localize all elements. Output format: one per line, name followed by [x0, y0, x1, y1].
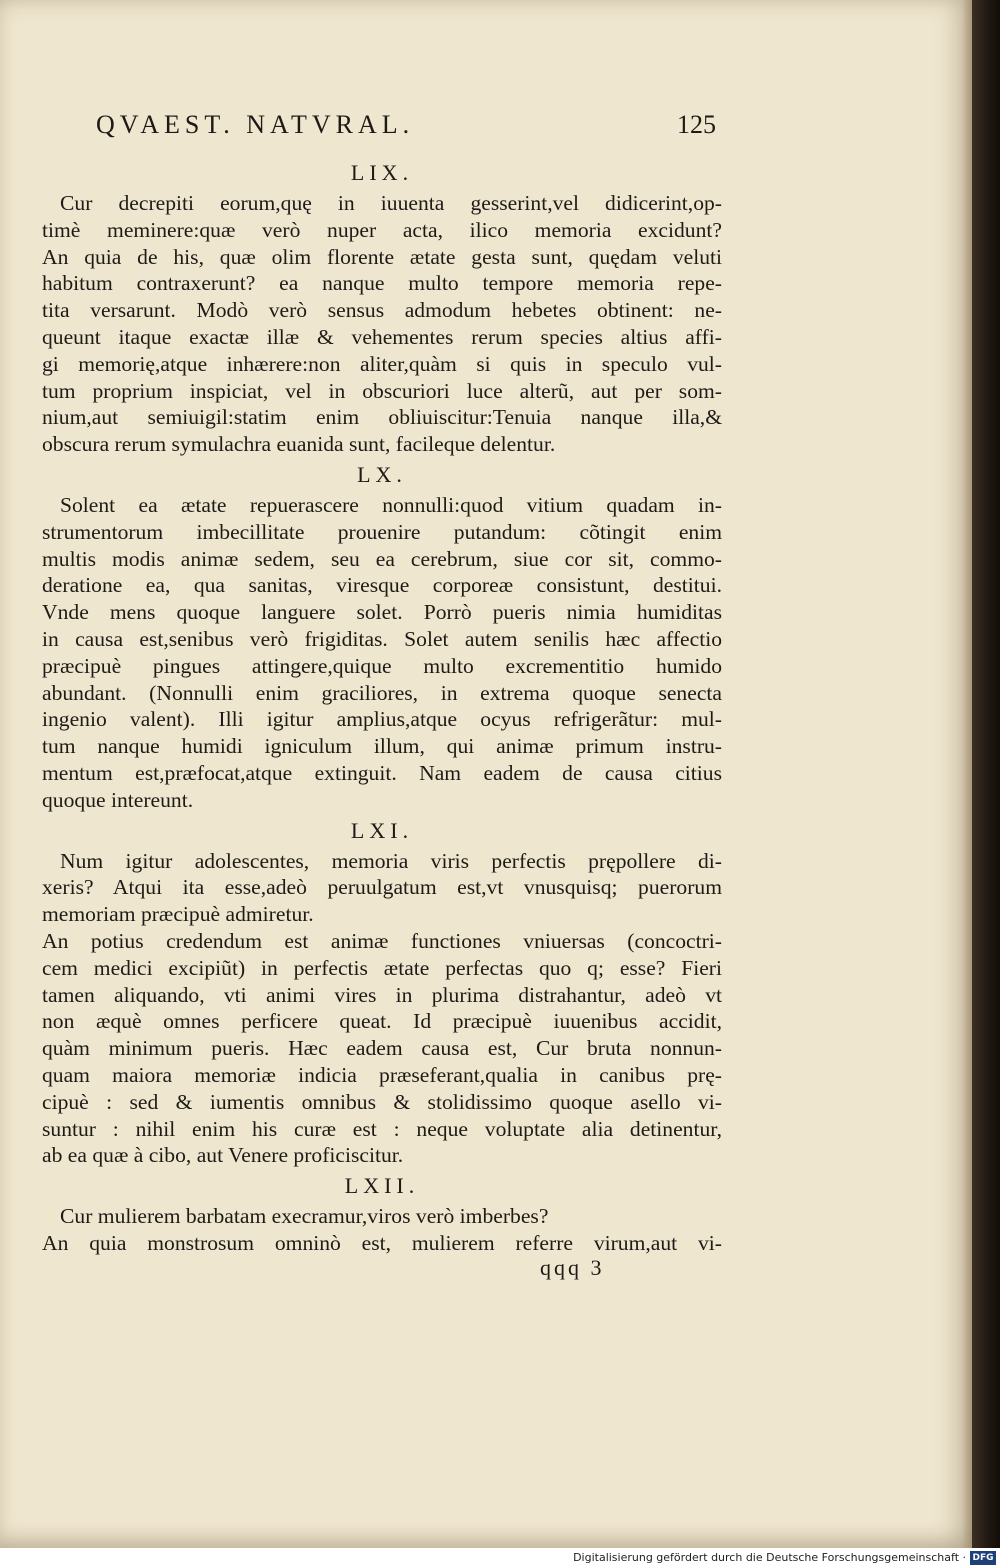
section-heading: LX.: [357, 461, 407, 487]
paragraph: [42, 190, 722, 458]
text-line: quoque intereunt.: [42, 787, 194, 812]
text-line: timè meminere:quæ verò nuper acta, ilico memoria excidunt?: [42, 217, 722, 242]
book-binding: [972, 0, 1000, 1568]
text-line: cem medici excipiũt) in perfectis ætate perfectas quo q; esse? Fieri: [42, 955, 722, 980]
text-line: cipuè : sed & iumentis omnibus & stolidissimo quoque asello vi-: [42, 1089, 722, 1114]
text-line: multis modis animæ sedem, seu ea cerebrum, siue cor sit, commo-: [42, 546, 722, 571]
text-line: ingenio valent). Illi igitur amplius,atque ocyus refrigerãtur: mul-: [42, 707, 722, 732]
text-line: tum nanque humidi igniculum illum, qui animæ primum instru-: [42, 734, 722, 759]
text-line: xeris? Atqui ita esse,adeò peruulgatum est,vt vnusquisq; puerorum: [42, 875, 722, 900]
page-header: [96, 110, 716, 150]
text-line: gi memorię,atque inhærere:non aliter,quàm si quis in speculo vul-: [42, 351, 722, 376]
digitization-footer: [0, 1548, 1000, 1568]
text-line: habitum contraxerunt? ea nanque multo tempore memoria repe-: [42, 271, 722, 296]
text-line: Num igitur adolescentes, memoria viris perfectis prępollere di-: [60, 848, 722, 873]
text-line: deratione ea, qua sanitas, viresque corporeæ consistunt, destitui.: [42, 573, 722, 598]
paragraph: [42, 492, 722, 814]
text-line: tita versarunt. Modò verò sensus admodum hebetes obtinent: ne-: [42, 298, 722, 323]
text-line: in causa est,senibus verò frigiditas. Solet autem senilis hæc affectio: [42, 626, 722, 651]
page-number: 125: [677, 110, 716, 139]
text-line: non æquè omnes perficere queat. Id præcipuè iuuenibus accidit,: [42, 1009, 722, 1034]
section-heading: LXII.: [344, 1173, 420, 1199]
section-heading: LIX.: [350, 160, 414, 185]
text-line: quam maiora memoriæ indicia præseferant,qualia in canibus prę-: [42, 1062, 722, 1087]
text-line: præcipuè pingues attingere,quique multo excrementitio humido: [42, 653, 722, 678]
text-line: ab ea quæ à cibo, aut Venere proficiscitur.: [42, 1143, 404, 1168]
text-line: tum proprium inspiciat, vel in obscuriori luce alterũ, aut per som-: [42, 378, 722, 403]
footer-credit: Digitalisierung gefördert durch die Deutsche Forschungsgemeinschaft ·: [573, 1551, 966, 1564]
text-line: abundant. (Nonnulli enim graciliores, in extrema quoque senecta: [42, 680, 722, 705]
text-line: obscura rerum symulachra euanida sunt, facileque delentur.: [42, 432, 556, 457]
section-heading: LXI.: [350, 817, 414, 843]
text-line: Cur mulierem barbatam execramur,viros verò imberbes?: [60, 1204, 549, 1229]
text-line: Vnde mens quoque languere solet. Porrò pueris nimia humiditas: [42, 600, 722, 625]
signature-mark: qqq 3: [540, 1255, 605, 1280]
text-line: An potius credendum est animæ functiones vniuersas (concoctri-: [42, 928, 722, 953]
text-line: queunt itaque exactæ illæ & vehementes rerum species altius affi-: [42, 324, 722, 349]
paragraph: [42, 848, 722, 1170]
running-title: QVAEST. NATVRAL.: [96, 110, 415, 139]
text-line: quàm minimum pueris. Hæc eadem causa est, Cur bruta nonnun-: [42, 1036, 722, 1061]
text-line: Solent ea ætate repuerascere nonnulli:quod vitium quadam in-: [60, 492, 722, 517]
text-line: nium,aut semiuigil:statim enim obliuiscitur:Tenuia nanque illa,&: [42, 405, 722, 430]
dfg-logo-icon: DFG: [970, 1551, 996, 1565]
text-line: An quia de his, quæ olim florente ætate gesta sunt, quędam veluti: [42, 244, 722, 269]
text-line: Cur decrepiti eorum,quę in iuuenta gesserint,vel didicerint,op-: [60, 191, 722, 215]
text-line: mentum est,præfocat,atque extinguit. Nam eadem de causa citius: [42, 760, 722, 785]
text-line: memoriam præcipuè admiretur.: [42, 902, 314, 927]
text-line: suntur : nihil enim his curæ est : neque voluptate alia detinentur,: [42, 1116, 722, 1141]
main-text: [42, 156, 722, 1257]
page-edge-shadow: [962, 0, 972, 1548]
text-line: tamen aliquando, vti animi vires in plurima distrahantur, adeò vt: [42, 982, 722, 1007]
paragraph: [42, 1203, 722, 1257]
text-line: An quia monstrosum omninò est, mulierem referre virum,aut vi-: [42, 1230, 722, 1255]
text-line: strumentorum imbecillitate prouenire putandum: cõtingit enim: [42, 519, 722, 544]
